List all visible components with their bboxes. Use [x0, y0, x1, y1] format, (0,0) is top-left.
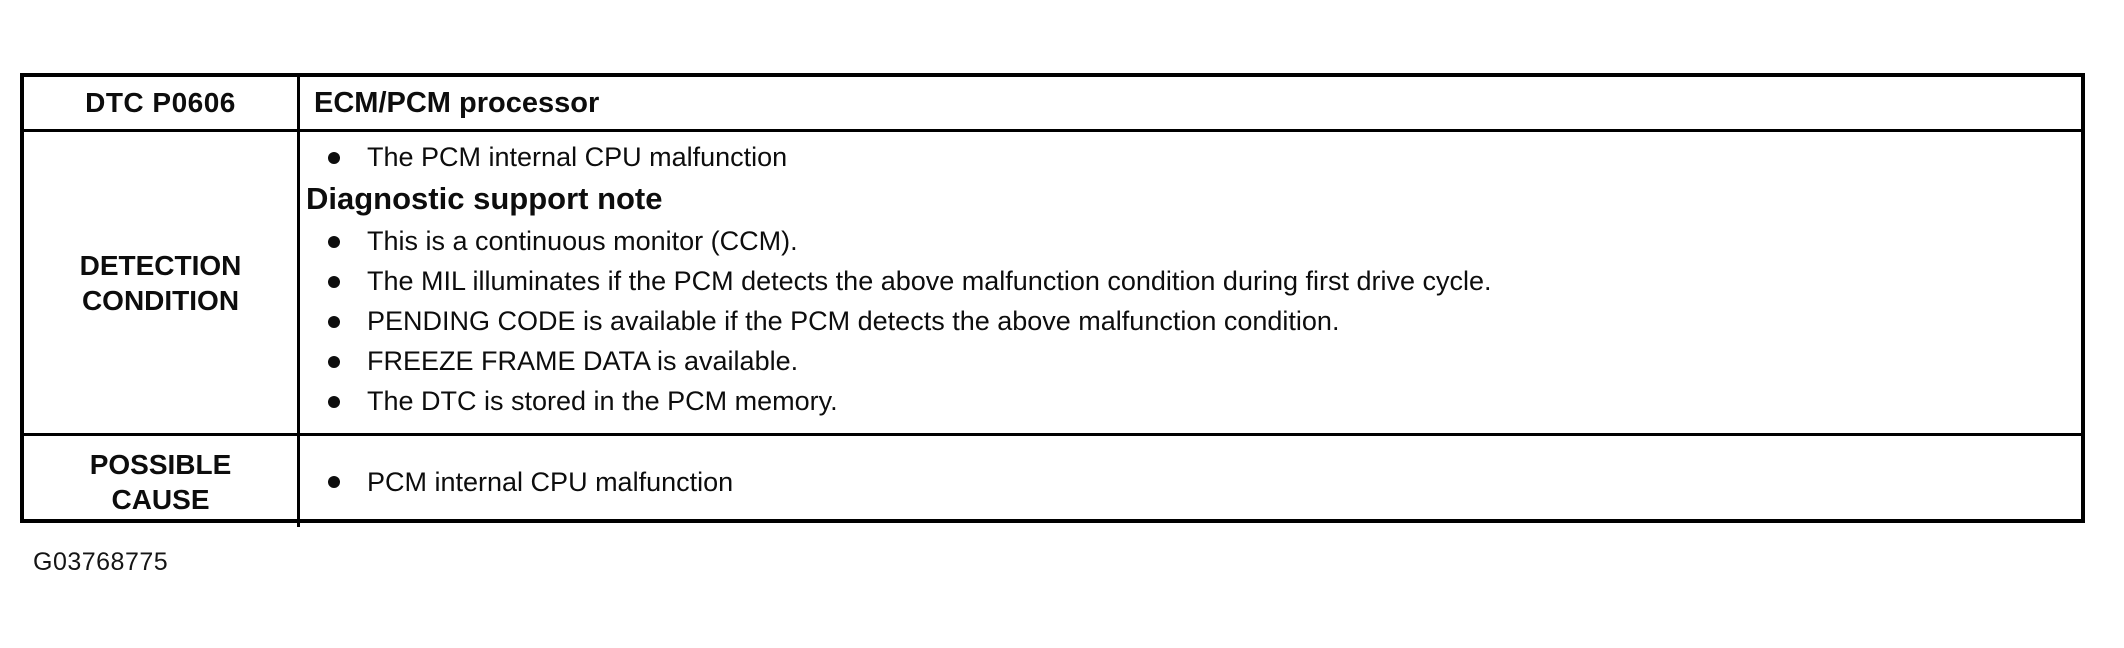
detection-item-text: FREEZE FRAME DATA is available. — [367, 346, 799, 376]
possible-cause-label-line2: CAUSE — [111, 483, 210, 515]
bullet-icon — [328, 236, 340, 248]
detection-condition-label-cell — [24, 132, 300, 436]
dtc-description-label: ECM/PCM processor — [314, 86, 600, 119]
dtc-description-cell — [300, 77, 2081, 132]
detection-item — [306, 381, 2069, 421]
bullet-icon — [328, 152, 340, 164]
detection-item-text: The MIL illuminates if the PCM detects the above malfunction condition during first drive cycle. — [367, 266, 1492, 296]
diagnostic-support-note-heading: Diagnostic support note — [306, 181, 663, 216]
detection-condition-label-line2: CONDITION — [81, 284, 240, 316]
bullet-icon — [328, 476, 340, 488]
possible-cause-label-cell — [24, 436, 300, 527]
detection-item-text: PENDING CODE is available if the PCM detects the above malfunction condition. — [367, 306, 1340, 336]
possible-cause-item-text: PCM internal CPU malfunction — [367, 466, 734, 497]
detection-item — [306, 301, 2069, 341]
bullet-icon — [328, 316, 340, 328]
detection-condition-label-line1: DETECTION — [79, 249, 242, 281]
dtc-code-label: DTC P0606 — [85, 87, 236, 118]
dtc-info-table — [20, 73, 2085, 523]
detection-item — [306, 341, 2069, 381]
bullet-icon — [328, 396, 340, 408]
detection-item — [306, 261, 2069, 301]
detection-item-text: This is a continuous monitor (CCM). — [367, 226, 798, 256]
bullet-icon — [328, 356, 340, 368]
bullet-icon — [328, 276, 340, 288]
detection-item — [306, 221, 2069, 261]
possible-cause-item — [306, 466, 733, 498]
detection-item-text: The DTC is stored in the PCM memory. — [367, 386, 838, 416]
detection-item-text: The PCM internal CPU malfunction — [367, 142, 788, 172]
detection-item — [306, 137, 2069, 177]
detection-condition-content-cell — [300, 132, 2081, 436]
possible-cause-label-line1: POSSIBLE — [89, 448, 232, 480]
possible-cause-content-cell — [300, 436, 2081, 527]
figure-code: G03768775 — [33, 548, 169, 576]
dtc-code-cell — [24, 77, 300, 132]
